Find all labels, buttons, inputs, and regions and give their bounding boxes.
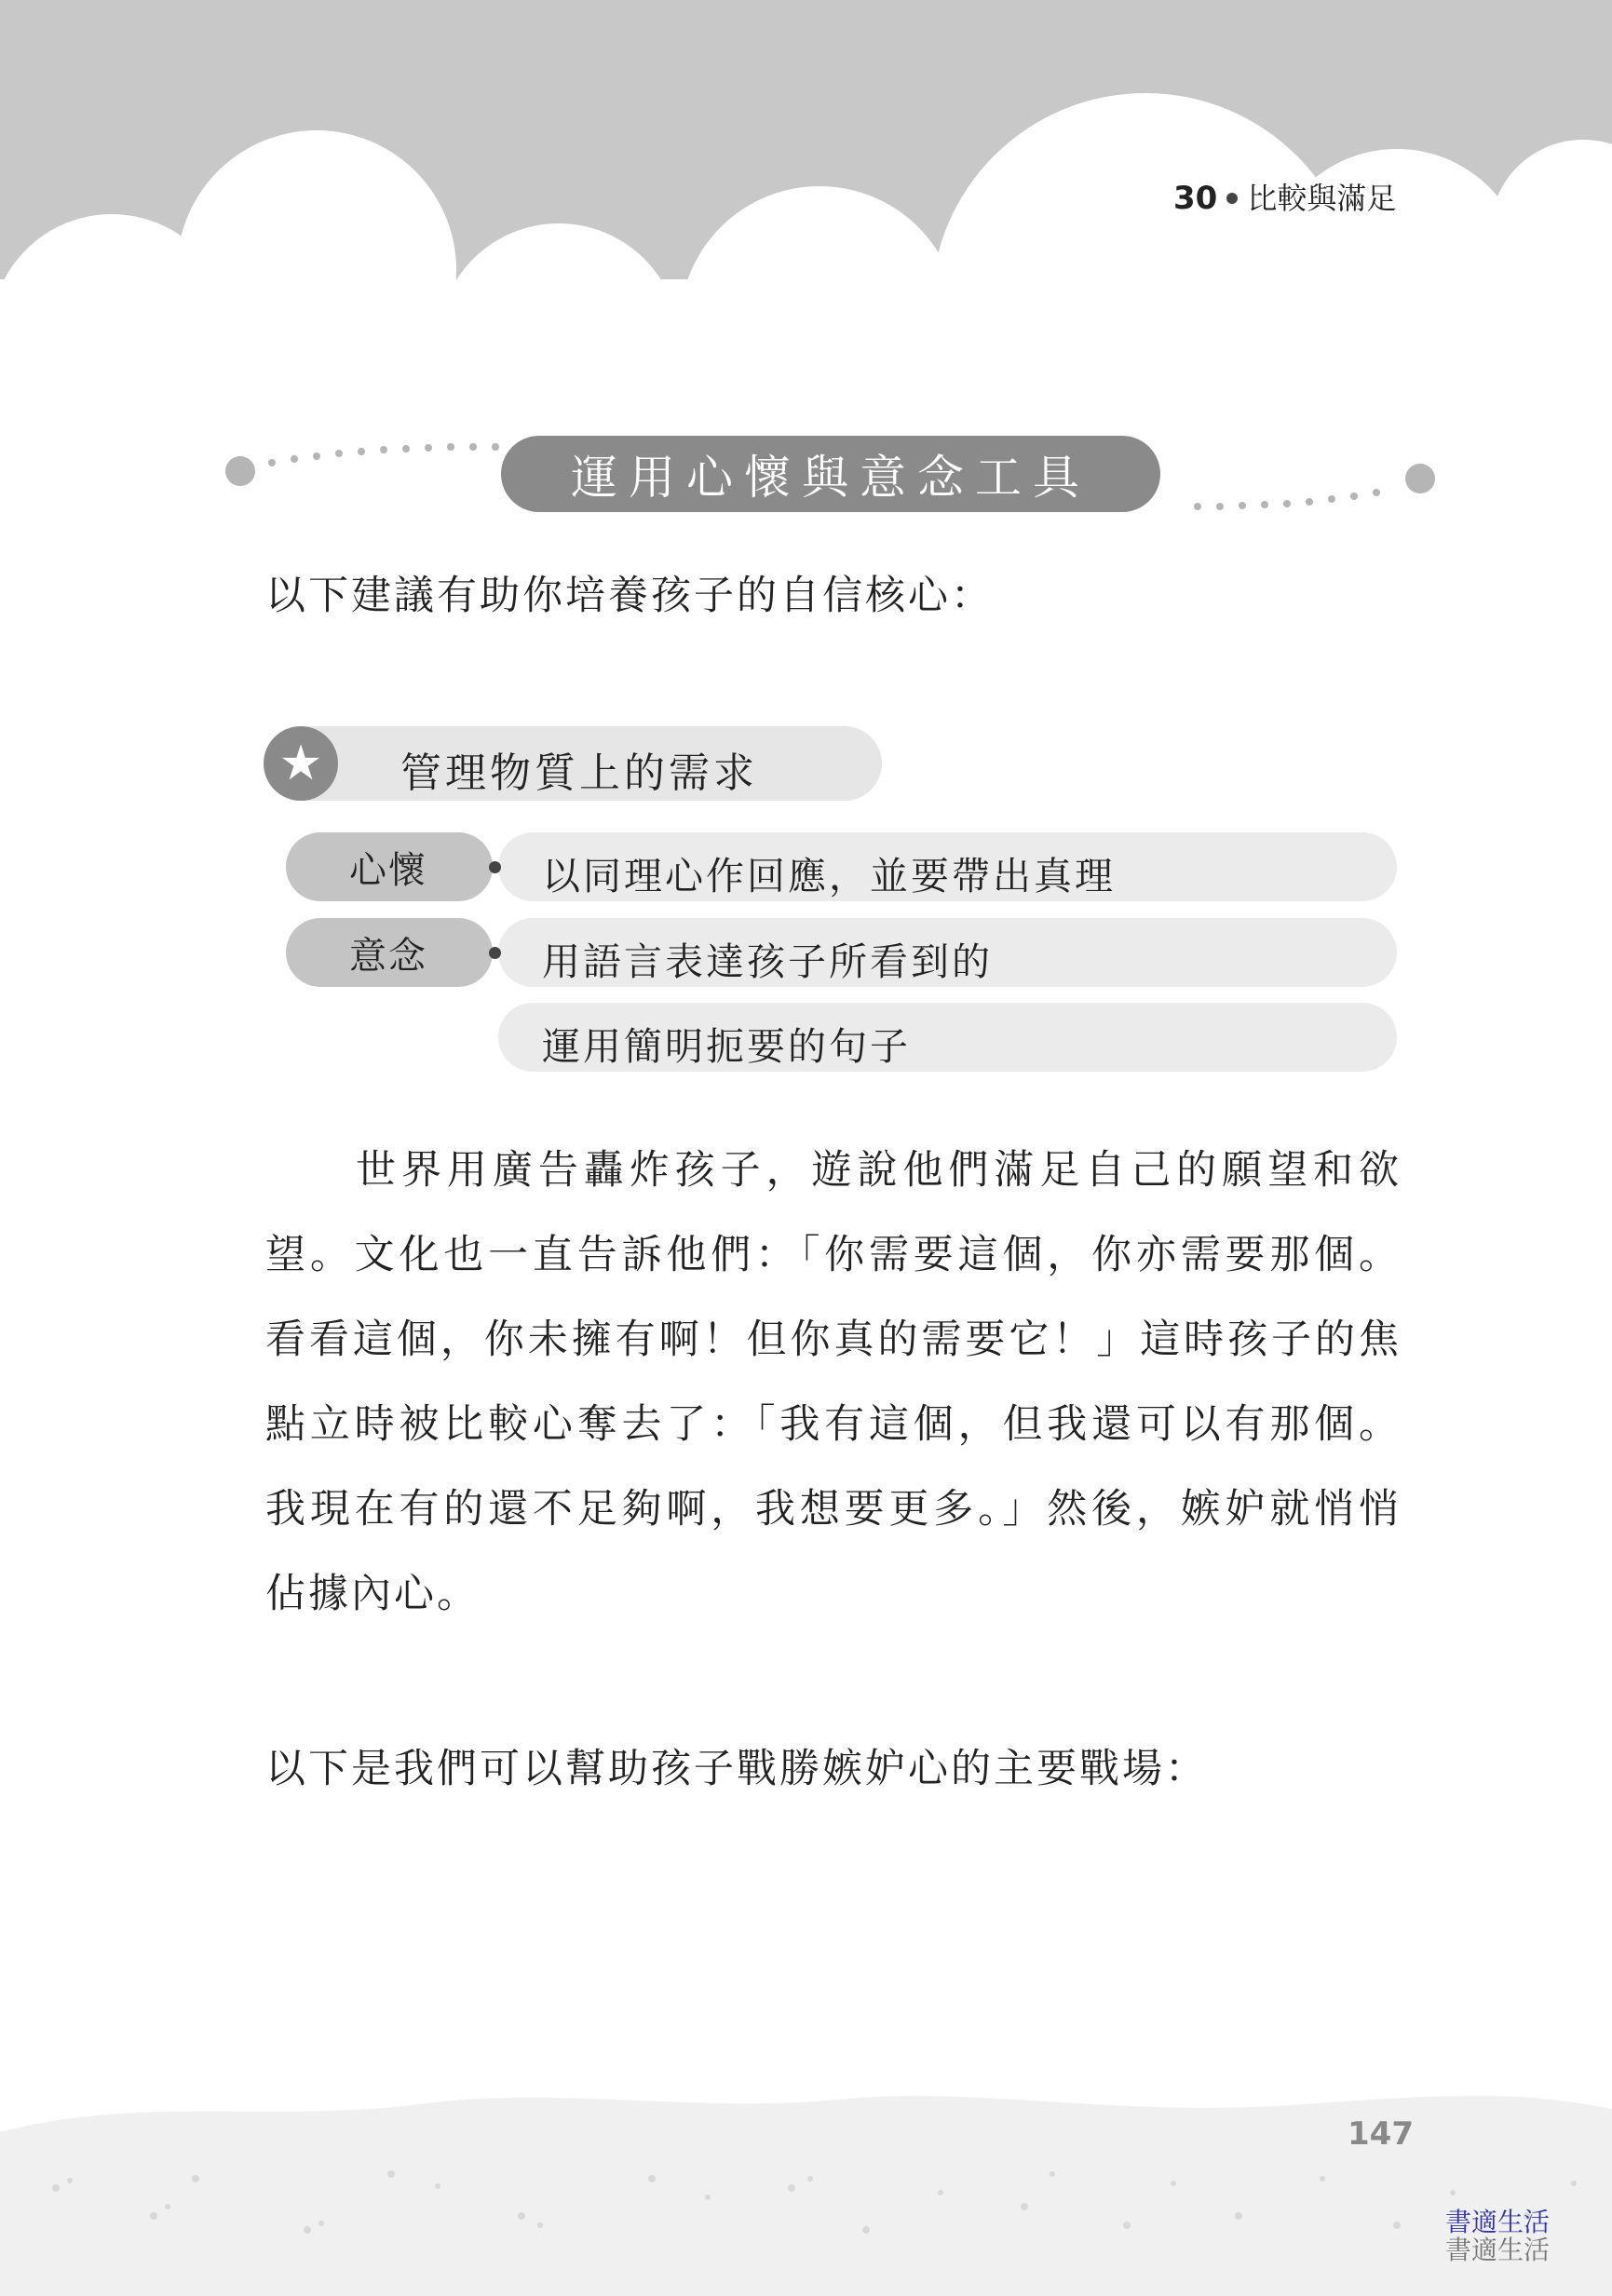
page-number: 147	[1348, 2115, 1414, 2153]
bullet-dot-icon	[489, 861, 501, 873]
tag-heart: 心懷	[286, 832, 493, 901]
bullet-dot-icon	[489, 947, 501, 959]
watermark-line: 書適生活	[1445, 2207, 1551, 2237]
watermark-line: 書適生活	[1445, 2235, 1551, 2265]
star-icon: ★	[264, 726, 338, 801]
tool-row-text: 以同理心作回應，並要帶出真理	[542, 854, 1116, 898]
section-title-banner: 運用心懷與意念工具	[501, 436, 1160, 512]
ground-footer-decoration	[0, 2076, 1612, 2296]
tool-row-text: 運用簡明扼要的句子	[542, 1024, 911, 1069]
tool-row-text: 用語言表達孩子所看到的	[542, 939, 993, 984]
cloud-header-decoration	[0, 0, 1612, 317]
chapter-number: 30	[1173, 180, 1218, 217]
intro-text: 以下建議有助你培養孩子的自信核心：	[265, 573, 994, 619]
bullet-dot-icon	[1226, 193, 1238, 204]
chapter-title: 比較與滿足	[1247, 181, 1397, 216]
body-paragraph: 世界用廣告轟炸孩子，遊說他們滿足自己的願望和欲望。文化也一直告訴他們：「你需要這個，你亦需要那個。看看這個，你未擁有啊！但你真的需要它！」這時孩子的焦點立時被比較心奪去了：「我有這個，但我還可以有那個。我現在有的還不足夠啊，我想要更多。」然後，嫉妒就悄悄佔據內心。	[265, 1147, 1402, 1617]
tool-title: 管理物質上的需求	[400, 750, 758, 797]
closing-text: 以下是我們可以幫助孩子戰勝嫉妒心的主要戰場：	[265, 1746, 1208, 1792]
running-head	[1173, 175, 1396, 218]
publisher-watermark	[1445, 2208, 1550, 2264]
tag-mind: 意念	[286, 918, 493, 987]
